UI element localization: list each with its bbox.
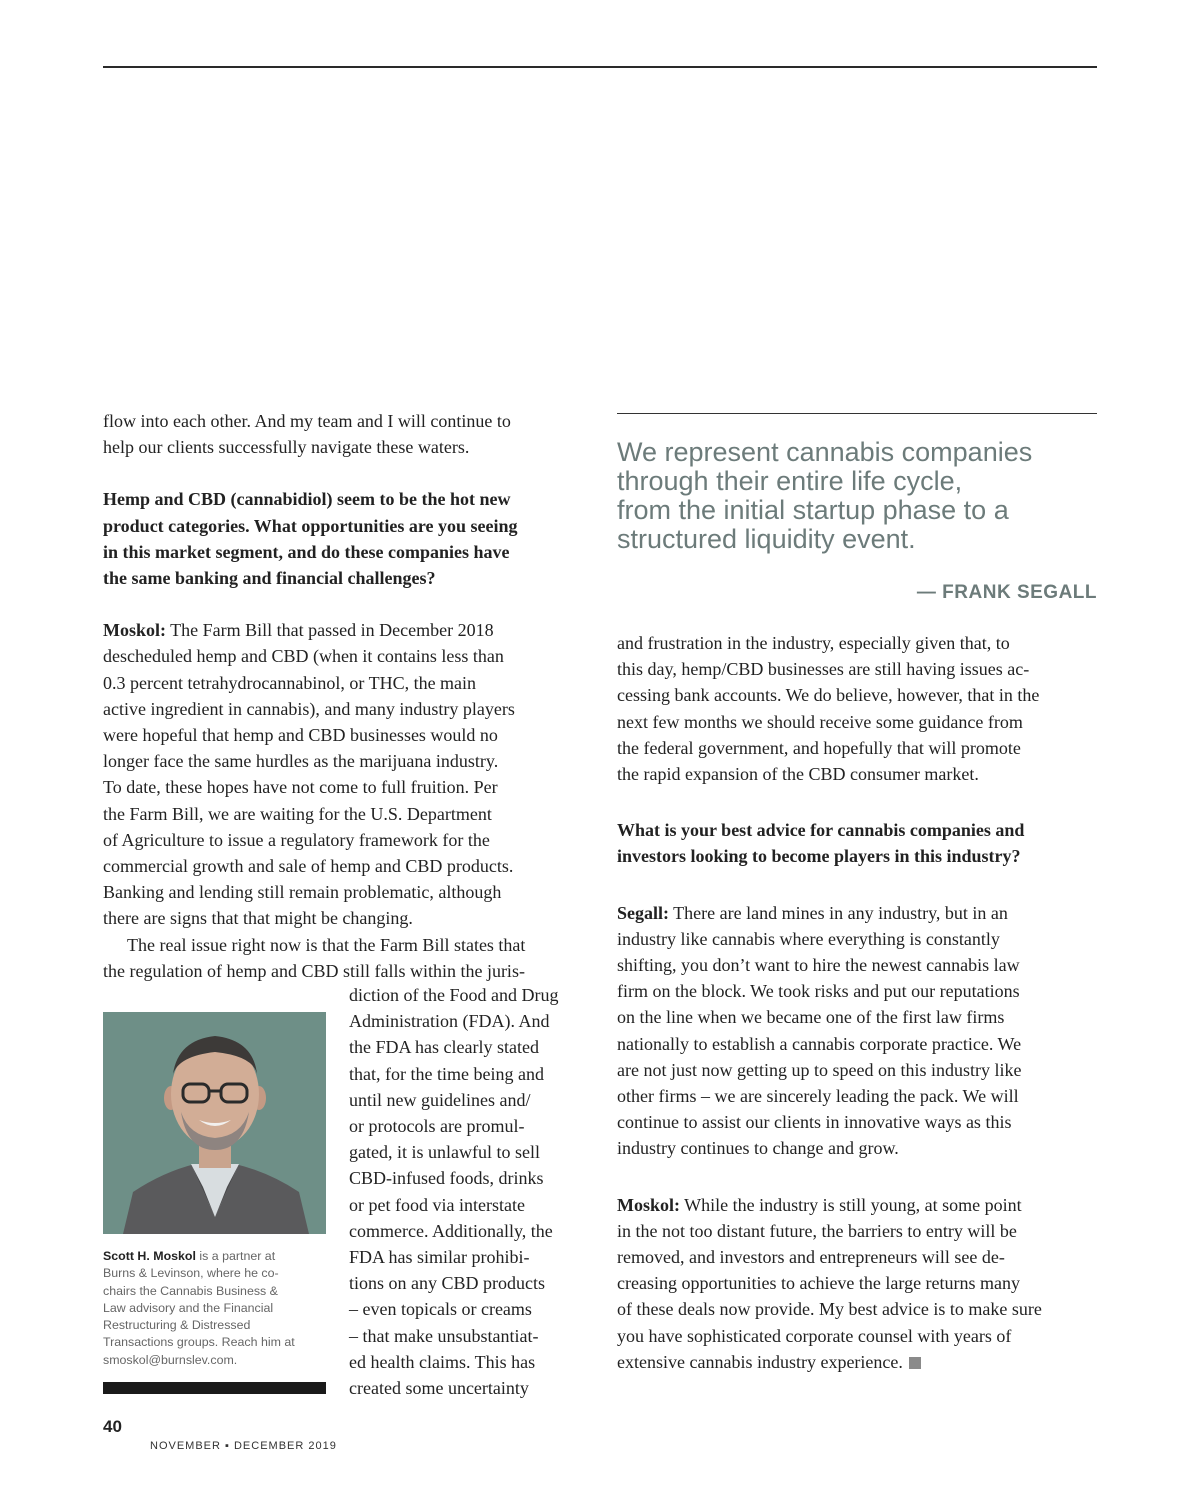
text-line: investors looking to become players in this industry? [617,846,1021,867]
text-line: created some uncertainty [349,1378,529,1399]
text-line: that, for the time being and [349,1063,544,1084]
text-line: cessing bank accounts. We do believe, however, that in the [617,685,1040,706]
text-line: Transactions groups. Reach him at [103,1335,295,1350]
text-line: There are land mines in any industry, but in an [669,902,1008,923]
text-line: there are signs that that might be changing. [103,908,413,929]
pull-quote-rule [617,413,1097,414]
text-line: in this market segment, and do these companies have [103,541,510,562]
text-line: commercial growth and sale of hemp and CBD products. [103,856,514,877]
answer-paragraph-1b [103,932,588,984]
text-line: continue to assist our clients in innovative ways as this [617,1112,1012,1133]
text-line: descheduled hemp and CBD (when it contains less than [103,646,504,667]
text-line: the rapid expansion of the CBD consumer market. [617,764,979,785]
text-line: the federal government, and hopefully that will promote [617,737,1021,758]
text-line: industry like cannabis where everything is constantly [617,928,1000,949]
text-line: and frustration in the industry, especially given that, to [617,633,1010,653]
caption-bar [103,1382,326,1394]
text-line: until new guidelines and/ [349,1089,531,1110]
text-line: ed health claims. This has [349,1351,536,1372]
text-line: or protocols are promul- [349,1116,525,1137]
portrait-illustration [103,1012,326,1234]
pull-quote-line: through their entire life cycle, [617,466,963,496]
text-line: in the not too distant future, the barriers to entry will be [617,1220,1017,1241]
text-line: – even topicals or creams [349,1299,532,1320]
pull-quote-line: structured liquidity event. [617,524,916,554]
text-line: The real issue right now is that the Farm Bill states that [127,934,526,955]
wrapped-text-column [349,982,589,1401]
photo-caption [103,1248,328,1369]
text-line: tions on any CBD products [349,1273,545,1294]
pull-quote-line: from the initial startup phase to a [617,495,1009,525]
text-line: The Farm Bill that passed in December 2018 [166,620,494,641]
text-line: the FDA has clearly stated [349,1037,539,1058]
text-line: extensive cannabis industry experience. [617,1351,903,1372]
question-heading-1 [103,486,588,591]
text-line: shifting, you don’t want to hire the newest cannabis law [617,955,1020,976]
text-line: gated, it is unlawful to sell [349,1142,540,1163]
caption-name: Scott H. Moskol [103,1249,196,1263]
text-line: or pet food via interstate [349,1194,525,1215]
text-line: firm on the block. We took risks and put our reputations [617,981,1020,1002]
text-line: Restructuring & Distressed [103,1318,251,1333]
pull-quote-attribution: — FRANK SEGALL [916,582,1097,603]
text-line: is a partner at [195,1249,276,1263]
text-line: are not just now getting up to speed on this industry like [617,1059,1022,1080]
text-line: the regulation of hemp and CBD still falls within the juris- [103,960,525,981]
intro-paragraph [103,408,588,460]
text-line: flow into each other. And my team and I will continue to [103,411,511,431]
text-line: industry continues to change and grow. [617,1138,899,1159]
page-number: 40 [103,1417,122,1436]
text-line: other firms – we are sincerely leading the pack. We will [617,1086,1019,1107]
issue-date: NOVEMBER ▪ DECEMBER 2019 [150,1440,337,1452]
text-line: Law advisory and the Financial [103,1300,274,1315]
text-line: nationally to establish a cannabis corporate practice. We [617,1033,1022,1054]
end-mark-icon [909,1357,921,1369]
top-rule [103,66,1097,68]
text-line: diction of the Food and Drug [349,985,559,1005]
text-line: Banking and lending still remain problematic, although [103,882,502,903]
speaker-label: Moskol: [103,620,166,641]
text-line: Hemp and CBD (cannabidiol) seem to be the hot new [103,489,511,510]
pull-quote-line: We represent cannabis companies [617,437,1033,467]
text-line: active ingredient in cannabis), and many industry players [103,698,515,719]
text-line: the same banking and financial challenges? [103,568,436,589]
speaker-label: Segall: [617,902,669,923]
right-column [617,630,1099,1375]
answer-paragraph-1 [103,617,588,931]
moskol-answer [617,1192,1099,1375]
pull-quote [617,438,1097,554]
text-line: were hopeful that hemp and CBD businesses would no [103,725,498,746]
question-heading-2 [617,817,1099,869]
portrait-photo [103,1012,326,1234]
text-line: removed, and investors and entrepreneurs will see de- [617,1247,1005,1268]
text-line: product categories. What opportunities are you seeing [103,515,518,536]
segall-answer [617,900,1099,1162]
text-line: on the line when we became one of the first law firms [617,1007,1005,1028]
text-line: – that make unsubstantiat- [349,1325,539,1346]
text-line: chairs the Cannabis Business & [103,1283,278,1298]
text-line: of Agriculture to issue a regulatory framework for the [103,829,490,850]
text-line: you have sophisticated corporate counsel with years of [617,1325,1012,1346]
text-line: commerce. Additionally, the [349,1220,553,1241]
text-line: smoskol@burnslev.com. [103,1352,238,1367]
text-line: To date, these hopes have not come to full fruition. Per [103,777,498,798]
text-line: next few months we should receive some guidance from [617,711,1023,732]
text-line: this day, hemp/CBD businesses are still having issues ac- [617,659,1030,680]
text-line: of these deals now provide. My best advice is to make sure [617,1299,1042,1320]
text-line: help our clients successfully navigate these waters. [103,437,470,458]
left-column [103,408,588,984]
speaker-label: Moskol: [617,1194,680,1215]
text-line: 0.3 percent tetrahydrocannabinol, or THC, the main [103,672,477,693]
text-line: While the industry is still young, at some point [680,1194,1022,1215]
text-line: What is your best advice for cannabis companies and [617,820,1025,841]
text-line: the Farm Bill, we are waiting for the U.S. Department [103,803,492,824]
continued-paragraph [617,630,1099,787]
text-line: longer face the same hurdles as the marijuana industry. [103,751,499,772]
text-line: CBD-infused foods, drinks [349,1168,544,1189]
text-line: creasing opportunities to achieve the large returns many [617,1273,1021,1294]
text-line: FDA has similar prohibi- [349,1247,530,1268]
text-line: Administration (FDA). And [349,1011,550,1032]
text-line: Burns & Levinson, where he co- [103,1266,279,1281]
